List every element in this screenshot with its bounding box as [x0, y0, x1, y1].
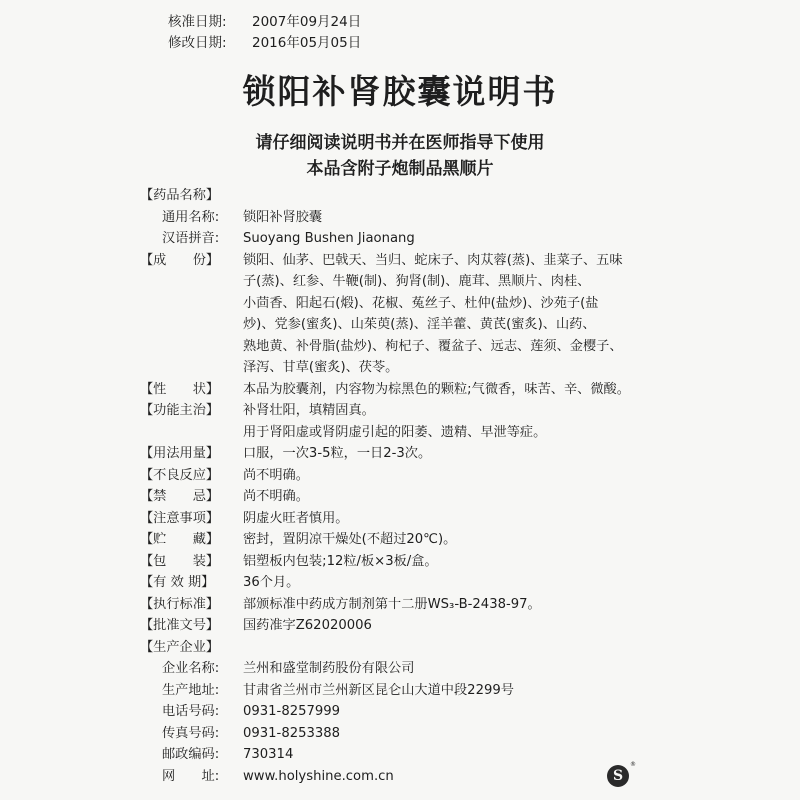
notice-line: 请仔细阅读说明书并在医师指导下使用 [255, 133, 545, 153]
ingredients-line: 炒)、党参(蜜炙)、山茱萸(蒸)、淫羊藿、黄芪(蜜炙)、山药、 [243, 317, 596, 332]
revise-date-label: 修改日期: [168, 35, 227, 51]
manufacturer-row [140, 658, 660, 680]
document-dates [168, 12, 361, 54]
properties-section [140, 379, 660, 401]
section-label: 【功能主治】 [140, 403, 220, 418]
manufacturer-section [140, 637, 660, 659]
notice-line: 本品含附子炮制品黑顺片 [306, 159, 494, 179]
section-label: 【不良反应】 [140, 467, 220, 483]
section-label: 【生产企业】 [140, 639, 220, 655]
section-value: 尚不明确。 [243, 467, 309, 483]
section-value: 阴虚火旺者慎用。 [243, 510, 349, 526]
ingredients-continuation [140, 271, 660, 293]
ingredients-continuation [140, 336, 660, 358]
section-value: 部颁标准中药成方制剂第十二册WS₃-B-2438-97。 [243, 596, 541, 612]
manufacturer-row [140, 680, 660, 702]
field-label: 通用名称: [162, 209, 220, 225]
notices [0, 130, 800, 182]
field-value: Suoyang Bushen Jiaonang [243, 231, 415, 246]
section-label: 【有 效 期】 [140, 575, 215, 590]
ingredients-section [140, 250, 660, 272]
adverse-section [140, 465, 660, 487]
section-value: 铝塑板内包装;12粒/板×3板/盒。 [243, 553, 438, 569]
manufacturer-row [140, 766, 660, 788]
generic-name-row [140, 207, 660, 229]
approve-date-row [168, 12, 361, 33]
validity-section [140, 572, 660, 594]
field-value: 0931-8257999 [243, 704, 341, 719]
approval-section [140, 615, 660, 637]
dosage-section [140, 443, 660, 465]
field-value: 锁阳补肾胶囊 [243, 209, 323, 225]
revise-date-value: 2016年05月05日 [252, 35, 362, 51]
registered-mark: ® [630, 761, 636, 768]
section-label: 【性 状】 [140, 381, 220, 397]
section-label: 【执行标准】 [140, 596, 220, 612]
section-value: 补肾壮阳，填精固真。 [243, 403, 375, 418]
approve-date-value: 2007年09月24日 [252, 14, 362, 30]
section-value: 36个月。 [243, 575, 300, 590]
ingredients-line: 泽泻、甘草(蜜炙)、茯苓。 [243, 360, 399, 375]
section-value: 本品为胶囊剂，内容物为棕黑色的颗粒;气微香，味苦、辛、微酸。 [243, 381, 630, 397]
field-label: 企业名称: [162, 661, 220, 676]
ingredients-line: 锁阳、仙茅、巴戟天、当归、蛇床子、肉苁蓉(蒸)、韭菜子、五味 [243, 252, 623, 268]
indications-section [140, 400, 660, 422]
ingredients-line: 子(蒸)、红参、牛鞭(制)、狗肾(制)、鹿茸、黑顺片、肉桂、 [243, 274, 591, 289]
revise-date-row [168, 33, 361, 54]
section-label: 【药品名称】 [140, 188, 220, 203]
section-label: 【贮 藏】 [140, 532, 220, 547]
leaflet-body [140, 185, 660, 787]
field-value: 0931-8253388 [243, 725, 341, 741]
website-value: www.holyshine.com.cn [243, 768, 394, 784]
approve-date-label: 核准日期: [168, 14, 227, 30]
pinyin-row [140, 228, 660, 250]
manufacturer-row [140, 744, 660, 766]
indications-continuation [140, 422, 660, 444]
field-label: 邮政编码: [162, 747, 220, 762]
ingredients-continuation [140, 293, 660, 315]
precautions-section [140, 508, 660, 530]
section-value: 尚不明确。 [243, 489, 309, 504]
section-value: 口服，一次3-5粒，一日2-3次。 [243, 446, 432, 461]
section-value: 密封，置阴凉干燥处(不超过20℃)。 [243, 532, 457, 547]
manufacturer-row [140, 701, 660, 723]
field-value: 730314 [243, 747, 294, 762]
contraindications-section [140, 486, 660, 508]
section-label: 【注意事项】 [140, 510, 220, 526]
section-label: 【批准文号】 [140, 618, 220, 633]
ingredients-continuation [140, 357, 660, 379]
ingredients-line: 小茴香、阳起石(煅)、花椒、菟丝子、杜仲(盐炒)、沙苑子(盐 [243, 295, 599, 311]
section-value: 用于肾阳虚或肾阴虚引起的阳萎、遗精、早泄等症。 [243, 424, 547, 440]
section-label: 【禁 忌】 [140, 489, 220, 504]
company-logo-icon: S [607, 765, 629, 787]
field-value: 兰州和盛堂制药股份有限公司 [243, 661, 415, 676]
ingredients-continuation [140, 314, 660, 336]
packaging-section [140, 551, 660, 573]
field-label: 电话号码: [162, 704, 220, 719]
storage-section [140, 529, 660, 551]
standard-section [140, 594, 660, 616]
manufacturer-row [140, 723, 660, 745]
ingredients-line: 熟地黄、补骨脂(盐炒)、枸杞子、覆盆子、远志、莲须、金樱子、 [243, 338, 623, 354]
field-label: 汉语拼音: [162, 231, 220, 246]
field-label: 网 址: [162, 768, 220, 784]
drug-name-section [140, 185, 660, 207]
section-label: 【成 份】 [140, 252, 220, 268]
field-value: 甘肃省兰州市兰州新区昆仑山大道中段2299号 [243, 682, 514, 698]
document-title: 锁阳补肾胶囊说明书 [242, 72, 558, 111]
section-label: 【包 装】 [140, 553, 220, 569]
field-label: 生产地址: [162, 682, 220, 698]
section-label: 【用法用量】 [140, 446, 220, 461]
field-label: 传真号码: [162, 725, 220, 741]
section-value: 国药准字Z62020006 [243, 618, 372, 633]
